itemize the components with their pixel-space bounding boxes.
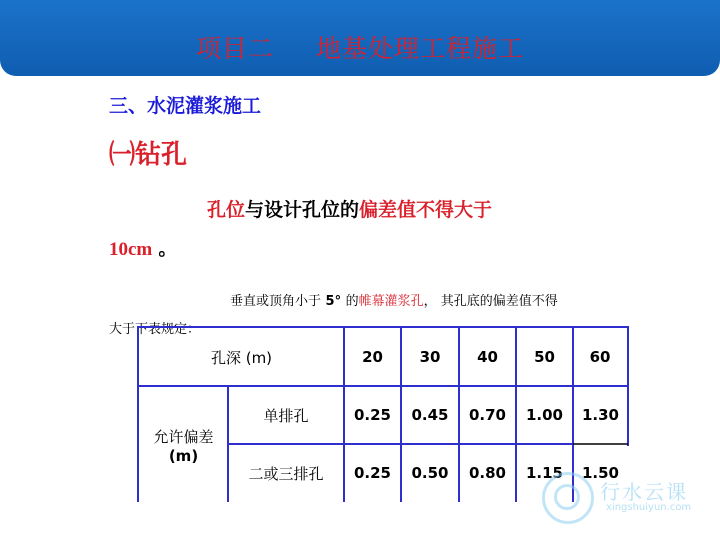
- title-bar: [0, 0, 720, 76]
- requirement-value: 10cm: [109, 239, 153, 260]
- watermark: [542, 470, 720, 530]
- table-cell: 0.80: [468, 464, 506, 482]
- table-cell: 1.00: [525, 406, 563, 424]
- table-cell: 0.50: [411, 464, 449, 482]
- section-heading: 三、水泥灌浆施工: [109, 95, 262, 117]
- requirement-text: [207, 195, 492, 222]
- row-label-double: 二或三排孔: [248, 464, 324, 483]
- table-cell: 0.45: [411, 406, 449, 424]
- note-line-1: [230, 290, 558, 309]
- note-part5: ， 其孔底的偏差值不得: [423, 294, 558, 309]
- requirement-part3: 偏差值不得大于: [359, 199, 493, 221]
- note-part3: 的: [345, 294, 359, 309]
- watermark-text: 行水云课: [600, 480, 688, 504]
- table-cell: 0.25: [353, 406, 391, 424]
- table-cell: 1.30: [581, 406, 619, 424]
- title-project: 项目二: [195, 34, 274, 63]
- depth-cell: 60: [589, 348, 611, 366]
- requirement-end: 。: [152, 239, 177, 260]
- depth-cell: 50: [534, 348, 555, 366]
- depth-header: 孔深 (m): [210, 348, 273, 367]
- watermark-url: xingshuiyun.com: [606, 502, 692, 513]
- note-part1: 垂直或顶角小于: [230, 294, 322, 309]
- requirement-part1: 孔位: [207, 199, 246, 221]
- title-topic: 地基处理工程施工: [316, 34, 525, 63]
- subsection-heading: ㈠钻孔: [109, 140, 188, 170]
- depth-cell: 30: [419, 348, 441, 366]
- table-cell: 1.50: [581, 464, 619, 482]
- depth-cell: 20: [362, 348, 383, 366]
- note-line-2: 大于下表规定：: [109, 322, 201, 337]
- requirement-part2: 与设计孔位的: [245, 199, 360, 221]
- deviation-row-header: [139, 388, 228, 502]
- depth-cell: 40: [477, 348, 498, 366]
- slide-title: [0, 29, 720, 65]
- deviation-label: 允许偏差: [153, 427, 214, 446]
- note-curtain-hole: 帷幕灌浆孔: [358, 294, 424, 309]
- table-cell: 0.25: [353, 464, 391, 482]
- table-cell: 1.15: [525, 464, 563, 482]
- row-label-single: 单排孔: [263, 406, 309, 425]
- table-cell: 0.70: [468, 406, 506, 424]
- note-angle: 5°: [321, 294, 346, 309]
- requirement-value-line: [109, 235, 177, 261]
- deviation-unit: (m): [168, 446, 199, 465]
- watermark-logo-inner: [554, 484, 580, 510]
